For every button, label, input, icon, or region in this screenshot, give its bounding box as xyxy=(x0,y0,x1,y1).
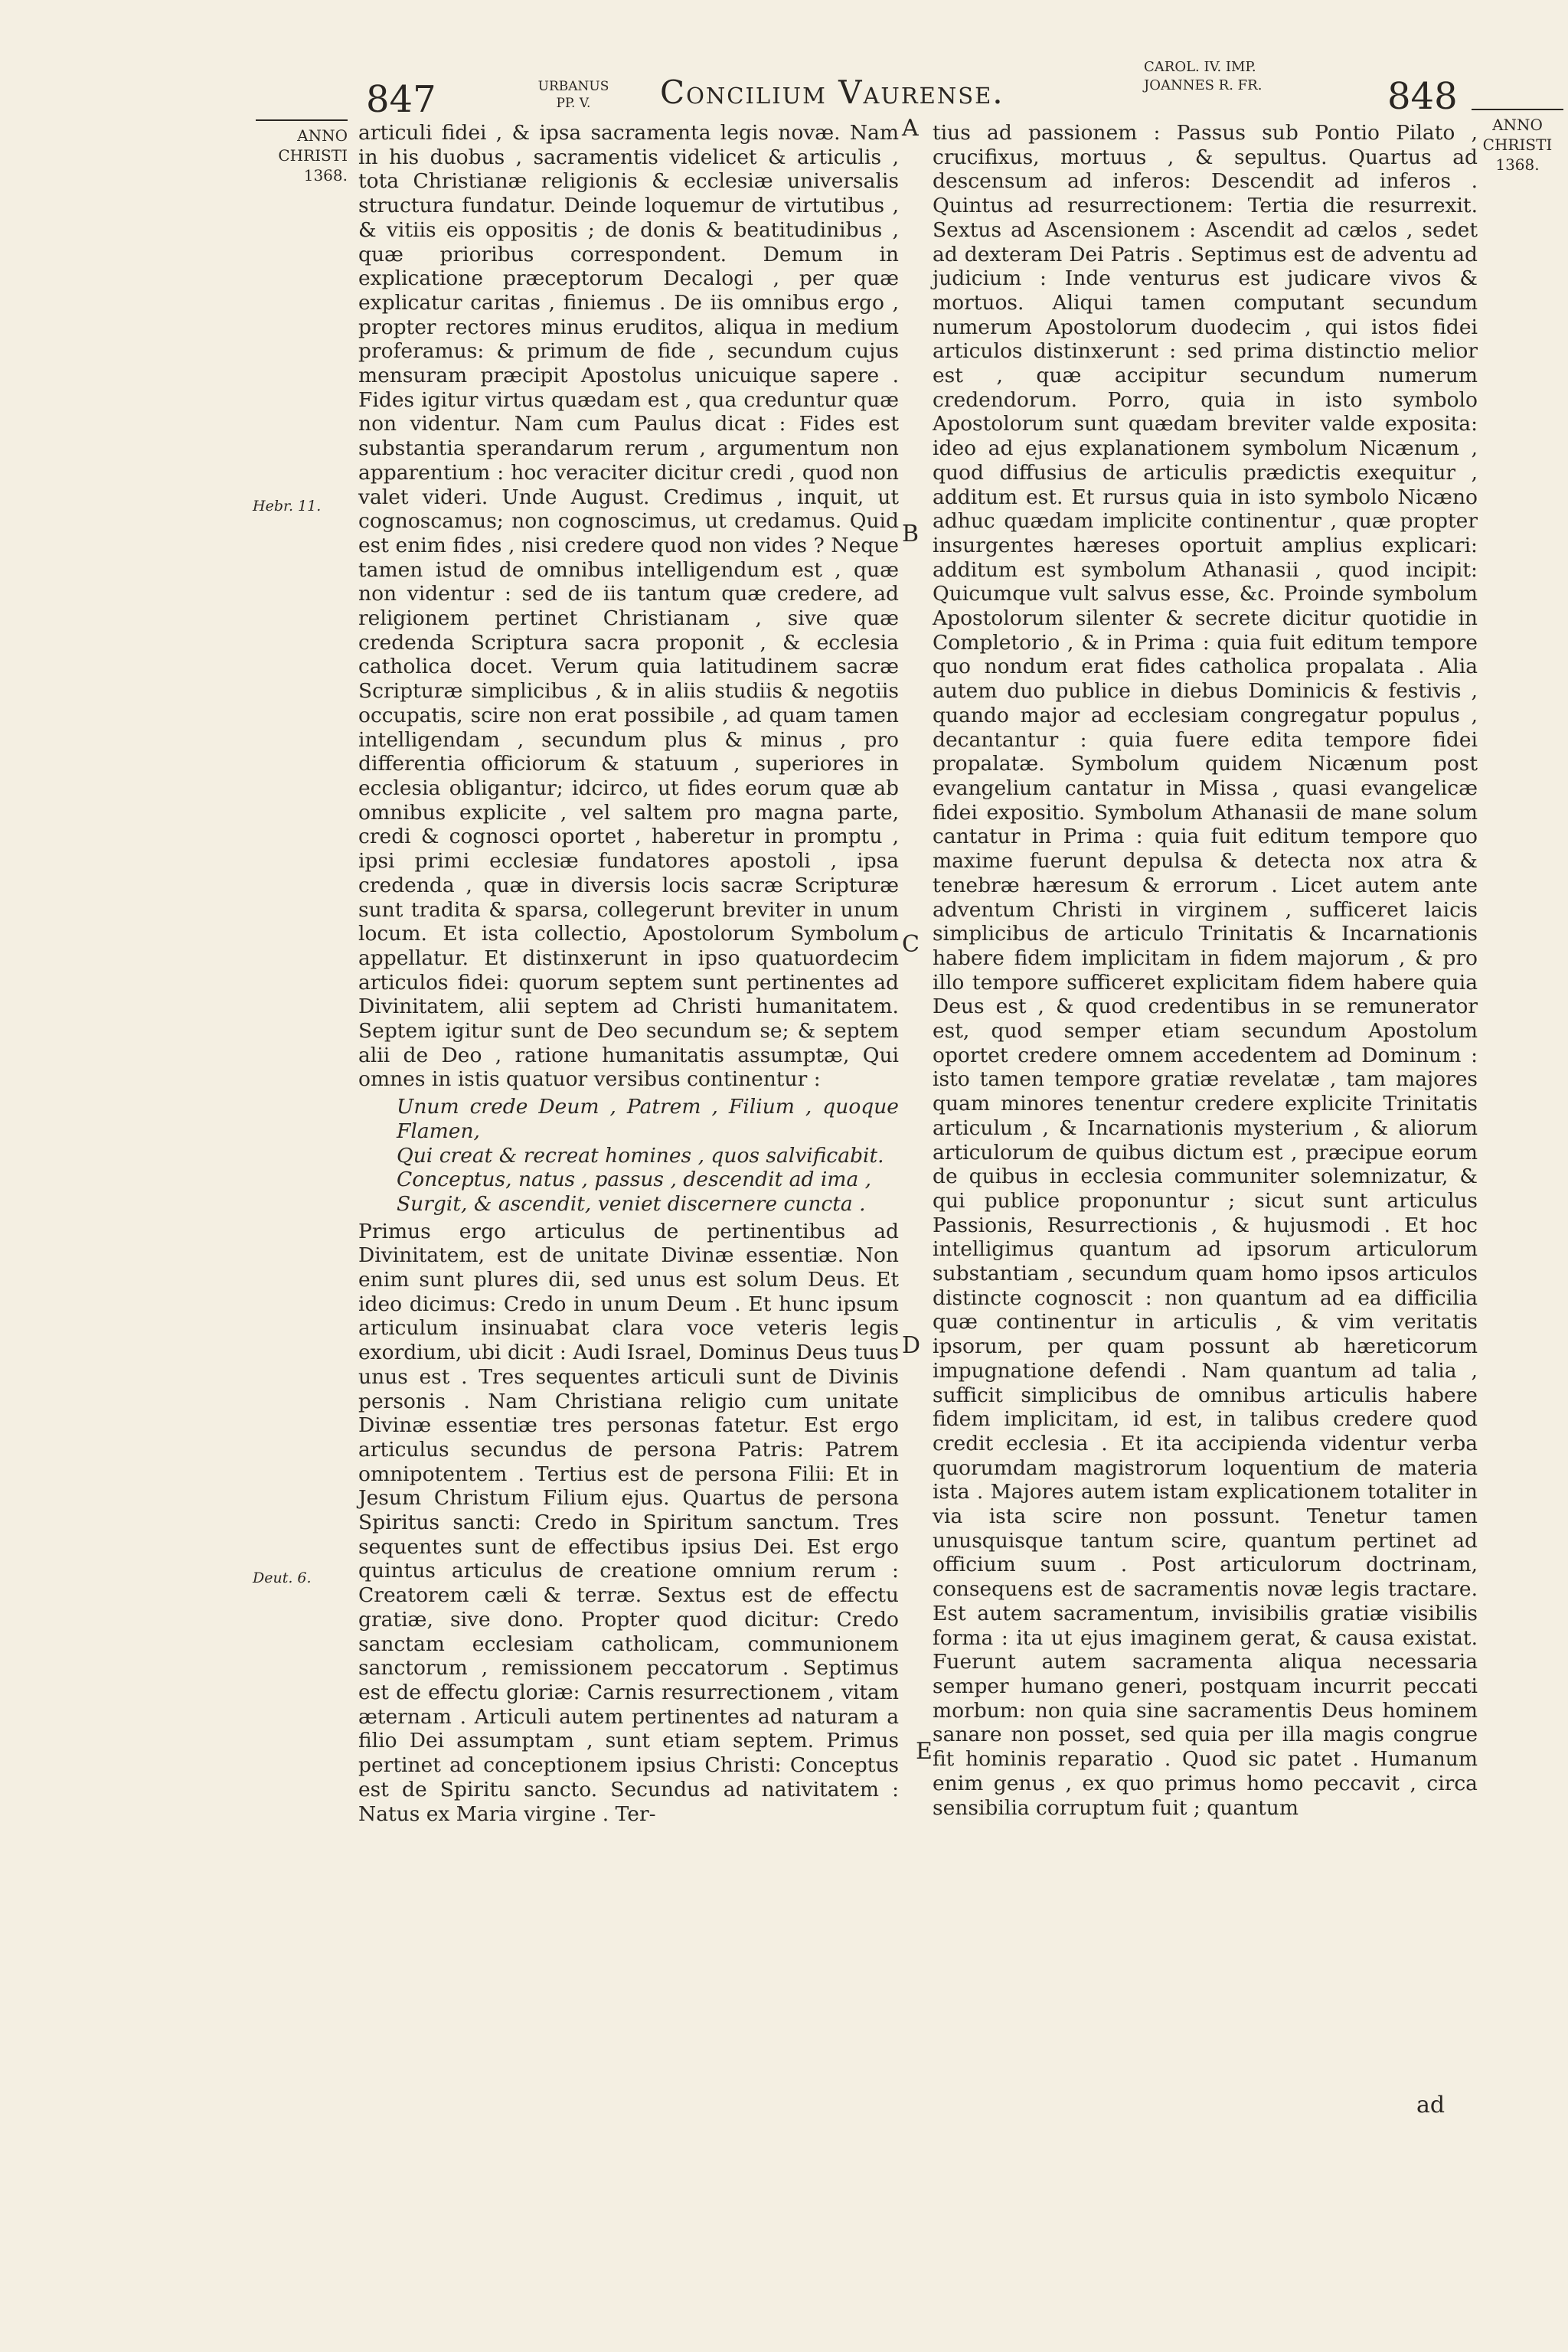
margin-year-value-right: 1368. xyxy=(1495,155,1540,174)
running-head-right-line2: JOANNES R. FR. xyxy=(1144,77,1263,93)
catchword: ad xyxy=(1416,2092,1446,2118)
running-head-right-line1: CAROL. IV. IMP. xyxy=(1144,59,1256,75)
section-letter-b: B xyxy=(902,521,920,547)
margin-rule-left xyxy=(256,119,348,121)
left-paragraph-2: Primus ergo articulus de pertinentibus ad Divinitatem, est de unitate Divinæ essentiæ. Non enim sunt plures dii, sed unus est solum Deus. Et ideo dicimus: Credo in unum Deum . Et hunc ipsum articulum insinuabat clara voce veteris legis exordium, ubi dicit : Audi Israel, Dominus Deus tuus unus est . Tres sequentes articuli sunt de Divinis personis . Nam Christiana religio cum unitate Divinæ essentiæ tres personas fatetur. Est ergo articulus secundus de persona Patris: Patrem omnipotentem . Tertius est de persona Filii: Et in Jesum Christum Filium ejus. Quartus de persona Spiritus sancti: Credo in Spiritum sanctum. Tres sequentes sunt de effectibus ipsius Dei. Est ergo quintus articulus de creatione omnium rerum : Creatorem cæli & terræ. Sextus est de effectu gratiæ, sive dono. Propter quod dicitur: Credo sanctam ecclesiam catholicam, communionem sanctorum , remissionem peccatorum . Septimus est de effectu gloriæ: Carnis resurrectionem , vitam æternam . Articuli autem pertinentes ad naturam a filio Dei assumptam , sunt etiam septem. Primus pertinet ad conceptionem ipsius Christi: Conceptus est de Spiritu sancto. Secundus ad nativitatem : Natus ex Maria virgine . Ter- xyxy=(358,1219,899,1826)
margin-year-right xyxy=(1472,109,1563,175)
margin-anno-right: ANNO xyxy=(1492,116,1543,134)
page-title: Concilium Vaurense. xyxy=(660,74,1004,111)
margin-rule-right xyxy=(1472,109,1563,110)
verse-line-4: Surgit, & ascendit, veniet discernere cuncta . xyxy=(397,1191,866,1216)
verse-line-3: Conceptus, natus , passus , descendit ad ima , xyxy=(397,1168,872,1192)
page-number-left: 847 xyxy=(366,78,436,121)
running-head-right xyxy=(1144,58,1262,95)
page-number-right: 848 xyxy=(1387,75,1458,118)
margin-christi-left: CHRISTI xyxy=(278,146,348,165)
margin-anno-left: ANNO xyxy=(297,126,348,145)
section-letter-e: E xyxy=(916,1738,933,1765)
margin-christi-right: CHRISTI xyxy=(1482,136,1553,154)
verse-line-1: Unum crede Deum , Patrem , Filium , quoque Flamen, xyxy=(397,1095,899,1143)
left-paragraph-1: articuli fidei , & ipsa sacramenta legis novæ. Nam in his duobus , sacramentis videlicet & articulis , tota Christianæ religionis & ecclesiæ universalis structura fundatur. Deinde loquemur de virtutibus , & vitiis eis oppositis ; de donis & beatitudinibus , quæ prioribus correspondent. Demum in explicatione præceptorum Decalogi , per quæ explicatur caritas , finiemus . De iis omnibus ergo , propter rectores minus eruditos, aliqua in medium proferamus: & primum de fide , secundum cujus mensuram præcipit Apostolus unicuique sapere . Fides igitur virtus quædam est , qua creduntur quæ non videntur. Nam cum Paulus dicat : Fides est substantia sperandarum rerum , argumentum non apparentium : hoc veraciter dicitur credi , quod non valet videri. Unde August. Credimus , inquit, ut cognoscamus; non cognoscimus, ut credamus. Quid est enim fides , nisi credere quod non vides ? Neque tamen istud de omnibus intelligendum est , quæ non videntur : sed de iis tantum quæ credere, ad religionem pertinet Christianam , sive quæ credenda Scriptura sacra proponit , & ecclesia catholica docet. Verum quia latitudinem sacræ Scripturæ simplicibus , & in aliis studiis & negotiis occupatis, scire non erat possibile , ad quam tamen intelligendam , secundum plus & minus , pro differentia officiorum & statuum , superiores in ecclesia obligantur; idcirco, ut fides eorum quæ ab omnibus explicite , vel saltem pro magna parte, credi & cognosci oportet , haberetur in promptu , ipsi primi ecclesiæ fundatores apostoli , ipsa credenda , quæ in diversis locis sacræ Scripturæ sunt tradita & sparsa, collegerunt breviter in unum locum. Et ista collectio, Apostolorum Symbolum appellatur. Et distinxerunt in ipso quatuordecim articulos fidei: quorum septem sunt pertinentes ad Divinitatem, alii septem ad Christi humanitatem. Septem igitur sunt de Deo secundum se; & septem alii de Deo , ratione humanitatis assumptæ, Qui omnes in istis quatuor versibus continentur : xyxy=(358,121,899,1092)
margin-ref-deuteronomy: Deut. 6. xyxy=(253,1570,312,1586)
margin-ref-hebrews: Hebr. 11. xyxy=(253,498,322,514)
text-column-right xyxy=(933,121,1478,1820)
margin-year-value-left: 1368. xyxy=(303,166,348,185)
right-paragraph-1: tius ad passionem : Passus sub Pontio Pilato , crucifixus, mortuus , & sepultus. Quartus ad descensum ad inferos: Descendit ad inferos . Quintus ad resurrectionem: Tertia die resurrexit. Sextus ad Ascensionem : Ascendit ad cælos , sedet ad dexteram Dei Patris . Septimus est de adventu ad judicium : Inde venturus est judicare vivos & mortuos. Aliqui tamen computant secundum numerum Apostolorum duodecim , qui istos fidei articulos distinxerunt : sed prima distinctio melior est , quæ accipitur secundum numerum credendorum. Porro, quia in isto symbolo Apostolorum sunt quædam breviter valde exposita: ideo ad ejus explanationem symbolum Nicænum , quod diffusius de articulis prædictis exequitur , additum est. Et rursus quia in isto symbolo Nicæno adhuc quædam implicite continentur , quæ propter insurgentes hæreses oportuit amplius explicari: additum est symbolum Athanasii , quod incipit: Quicumque vult salvus esse, &c. Proinde symbolum Apostolorum silenter & secrete dicitur quotidie in Completorio , & in Prima : quia fuit editum tempore quo nondum erat fides catholica propalata . Alia autem duo publice in diebus Dominicis & festivis , quando major ad ecclesiam congregatur populus , decantantur : quia fuere edita tempore fidei propalatæ. Symbolum quidem Nicænum post evangelium cantatur in Missa , quasi evangelicæ fidei expositio. Symbolum Athanasii de mane solum cantatur in Prima : quia fuit editum tempore quo maxime fuerunt depulsa & detecta nox atra & tenebræ hæresum & errorum . Licet autem ante adventum Christi in virginem , sufficeret laicis simplicibus de articulo Trinitatis & Incarnationis habere fidem implicitam in fidem majorum , & pro illo tempore sufficeret explicitam fidem habere quia Deus est , & quod credentibus in se remunerator est, quod semper etiam secundum Apostolum oportet credere omnem accedentem ad Dominum : isto tamen tempore gratiæ revelatæ , tam majores quam minores tenentur credere explicite Trinitatis articulum , & Incarnationis mysterium , & aliorum articulorum de quibus dictum est , præcipue eorum de quibus in ecclesia communiter solemnizatur, & qui publice proponuntur ; sicut sunt articulus Passionis, Resurrectionis , & hujusmodi . Et hoc intelligimus quantum ad ipsorum articulorum substantiam , secundum quam homo ipsos articulos distincte cognoscit : non quantum ad ea difficilia quæ continentur in articulis , & vim veritatis ipsorum, per quam possunt ab hæreticorum impugnatione defendi . Nam quantum ad talia , sufficit simplicibus de omnibus articulis habere fidem implicitam, id est, in talibus credere quod credit ecclesia . Et ita accipienda videntur verba quorumdam magistrorum loquentium de materia ista . Majores autem istam explicationem totaliter in via ista scire non possunt. Tenetur tamen unusquisque tantum scire, quantum pertinet ad officium suum . Post articulorum doctrinam, consequens est de sacramentis novæ legis tractare. Est autem sacramentum, invisibilis gratiæ visibilis forma : ita ut ejus imaginem gerat, & causa existat. Fuerunt autem sacramenta aliqua necessaria semper humano generi, postquam incurrit peccati morbum: non quia sine sacramentis Deus hominem sanare non posset, sed quia per illa magis congrue fit hominis reparatio . Quod sic patet . Humanum enim genus , ex quo primus homo peccavit , circa sensibilia corruptum fuit ; quantum xyxy=(933,121,1478,1820)
verse-line-2: Qui creat & recreat homines , quos salvificabit. xyxy=(397,1143,884,1168)
section-letter-d: D xyxy=(902,1332,921,1359)
running-head-left-line1: URBANUS xyxy=(537,79,609,94)
margin-year-left xyxy=(256,119,348,185)
section-letter-a: A xyxy=(902,115,919,142)
running-head-left xyxy=(531,78,616,112)
running-head-left-line2: PP. V. xyxy=(556,96,591,111)
section-letter-c: C xyxy=(902,931,920,958)
text-column-left xyxy=(358,121,899,1826)
mnemonic-verses xyxy=(397,1095,899,1217)
